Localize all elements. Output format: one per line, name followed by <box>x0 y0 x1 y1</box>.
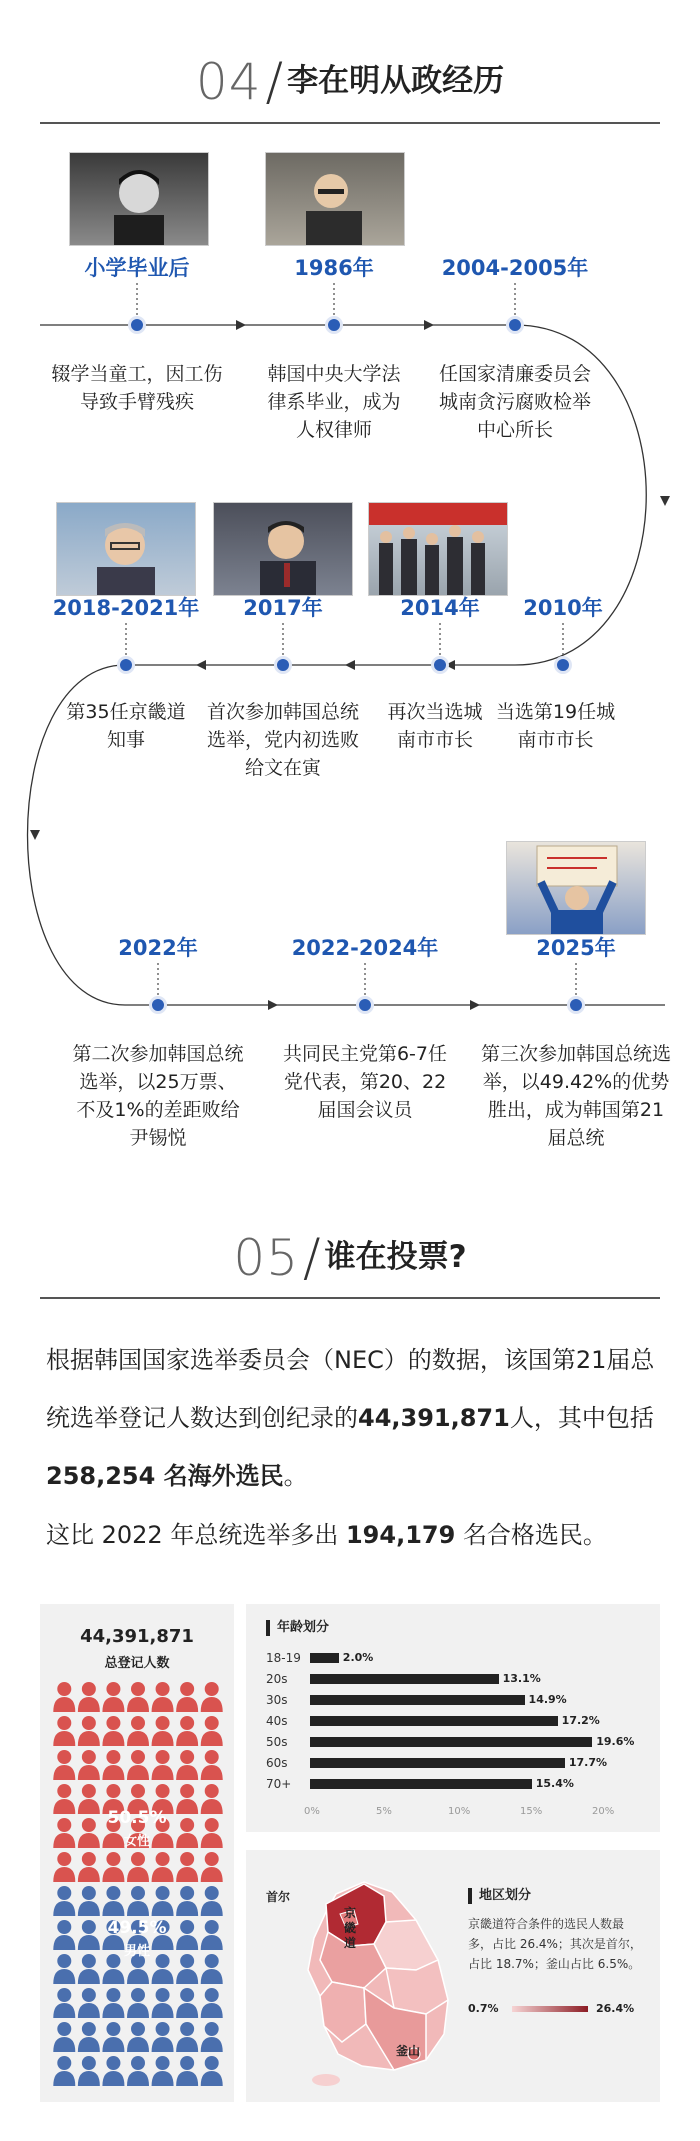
age-axis-tick: 10% <box>448 1806 471 1817</box>
photo-2018 <box>56 502 196 596</box>
timeline-desc: 当选第19任城南市市长 <box>495 701 616 751</box>
person-icon <box>53 1852 75 1882</box>
person-icon <box>176 1716 198 1746</box>
person-icon <box>102 1886 124 1916</box>
person-icon <box>152 1988 174 2018</box>
age-axis <box>246 1806 660 1820</box>
timeline-node <box>325 316 343 334</box>
person-icon <box>127 1750 149 1780</box>
person-icon <box>53 2056 75 2086</box>
total-voters-label: 总登记人数 <box>104 1656 170 1671</box>
paragraph-text: 人，其中包括 <box>509 1404 654 1432</box>
age-bar-row <box>246 1650 660 1666</box>
age-bar-value: 2.0% <box>342 1651 374 1664</box>
age-bar-row <box>246 1776 660 1792</box>
section-title: 李在明从政经历 <box>287 63 505 99</box>
age-bar-value: 19.6% <box>596 1735 635 1748</box>
age-bar <box>310 1758 565 1768</box>
person-icon <box>201 1716 223 1746</box>
timeline-node <box>149 996 167 1014</box>
age-category-label: 60s <box>266 1756 288 1770</box>
timeline-year: 2022-2024年 <box>291 936 439 960</box>
age-bar-row <box>246 1713 660 1729</box>
age-bar <box>310 1737 592 1747</box>
timeline-desc: 首次参加韩国总统选举，党内初选败给文在寅 <box>206 701 359 779</box>
paragraph-text: 根据韩国国家选举委员会（NEC）的数据，该国第21届总统选举登记人数达到创纪录的 <box>46 1346 655 1432</box>
timeline-year: 2025年 <box>536 936 616 960</box>
voter-paragraph <box>46 1331 666 1505</box>
timeline-node <box>356 996 374 1014</box>
person-icon <box>127 1852 149 1882</box>
voter-people-grid <box>52 1680 224 2088</box>
section-divider <box>40 1297 660 1299</box>
age-category-label: 50s <box>266 1735 288 1749</box>
age-bar-row <box>246 1734 660 1750</box>
timeline-year: 2017年 <box>243 596 323 620</box>
section-title: 谁在投票? <box>324 1239 467 1275</box>
person-icon <box>201 1750 223 1780</box>
female-label: 女性 <box>123 1834 150 1849</box>
photo-1986 <box>265 152 405 246</box>
region-panel <box>246 1850 660 2102</box>
timeline-node <box>567 996 585 1014</box>
person-icon <box>78 1750 100 1780</box>
timeline-desc: 辍学当童工，因工伤导致手臂残疾 <box>51 363 223 413</box>
timeline-desc: 再次当选城南市市长 <box>387 701 483 751</box>
timeline-desc: 第二次参加韩国总统选举，以25万票、不及1%的差距败给尹锡悦 <box>72 1043 244 1149</box>
person-icon <box>176 1750 198 1780</box>
person-icon <box>102 1682 124 1712</box>
region-label-gyeonggi: 京畿道 <box>344 1906 357 1950</box>
section-slash: / <box>303 1228 321 1288</box>
timeline-year: 1986年 <box>294 256 374 280</box>
korea-map <box>266 1874 466 2089</box>
photo-childhood <box>69 152 209 246</box>
person-icon <box>53 1716 75 1746</box>
age-axis-tick: 15% <box>520 1806 543 1817</box>
person-icon <box>78 2022 100 2052</box>
age-category-label: 40s <box>266 1714 288 1728</box>
region-tag: 地区划分 <box>468 1888 531 1904</box>
person-icon <box>127 1682 149 1712</box>
person-icon <box>152 2022 174 2052</box>
timeline-year: 小学毕业后 <box>84 256 190 280</box>
section-number: 04 <box>195 53 262 111</box>
voter-gender-panel <box>40 1604 234 2102</box>
person-icon <box>127 1988 149 2018</box>
timeline-node <box>128 316 146 334</box>
person-icon <box>53 1988 75 2018</box>
person-icon <box>176 2022 198 2052</box>
voter-paragraph-2 <box>46 1506 666 1564</box>
person-icon <box>201 2056 223 2086</box>
person-icon <box>201 1988 223 2018</box>
person-icon <box>78 1886 100 1916</box>
age-bar-row <box>246 1671 660 1687</box>
age-chart-tag: 年龄划分 <box>266 1620 329 1636</box>
timeline-year: 2010年 <box>523 596 603 620</box>
person-icon <box>201 1886 223 1916</box>
person-icon <box>127 2056 149 2086</box>
section-number: 05 <box>233 1229 300 1287</box>
age-bar <box>310 1716 558 1726</box>
timeline-node <box>117 656 135 674</box>
timeline-node <box>506 316 524 334</box>
age-bar-value: 17.7% <box>568 1756 608 1769</box>
paragraph-highlight: 194,179 <box>345 1521 456 1549</box>
photo-2025 <box>506 841 646 935</box>
photo-2017 <box>213 502 353 596</box>
paragraph-text: 名合格选民。 <box>462 1521 607 1549</box>
timeline-desc: 共同民主党第6-7任党代表，第20、22届国会议员 <box>282 1043 448 1121</box>
age-axis-tick: 20% <box>592 1806 615 1817</box>
female-pct: 50.5% <box>107 1808 167 1828</box>
timeline-node <box>431 656 449 674</box>
legend-min: 0.7% <box>468 2002 499 2015</box>
timeline-year: 2014年 <box>400 596 480 620</box>
person-icon <box>78 2056 100 2086</box>
person-icon <box>127 2022 149 2052</box>
region-label-busan: 釜山 <box>396 2044 421 2058</box>
age-chart-panel <box>246 1604 660 1832</box>
timeline-desc: 任国家清廉委员会城南贪污腐败检举中心所长 <box>438 363 591 441</box>
person-icon <box>78 1716 100 1746</box>
age-bar <box>310 1653 339 1663</box>
person-icon <box>152 1886 174 1916</box>
paragraph-highlight: 44,391,871 <box>358 1404 510 1432</box>
person-icon <box>102 2022 124 2052</box>
timeline-desc: 第35任京畿道知事 <box>66 701 186 751</box>
timeline-node <box>554 656 572 674</box>
person-icon <box>176 1682 198 1712</box>
person-icon <box>176 1988 198 2018</box>
person-icon <box>201 2022 223 2052</box>
person-icon <box>102 2056 124 2086</box>
age-axis-tick: 0% <box>304 1806 320 1817</box>
person-icon <box>53 1750 75 1780</box>
timeline-desc: 第三次参加韩国总统选举，以49.42%的优势胜出，成为韩国第21届总统 <box>480 1043 671 1149</box>
person-icon <box>53 2022 75 2052</box>
person-icon <box>102 1988 124 2018</box>
person-icon <box>102 1750 124 1780</box>
age-bar-chart <box>246 1650 660 1800</box>
age-bar-row <box>246 1692 660 1708</box>
person-icon <box>127 1886 149 1916</box>
age-category-label: 18-19 <box>266 1651 301 1665</box>
person-icon <box>152 1716 174 1746</box>
legend-gradient <box>512 2006 588 2012</box>
age-bar-value: 15.4% <box>535 1777 574 1790</box>
section-slash: / <box>265 52 284 112</box>
person-icon <box>53 1886 75 1916</box>
timeline-year: 2022年 <box>118 936 198 960</box>
age-category-label: 20s <box>266 1672 288 1686</box>
paragraph-highlight: 258,254 名海外选民 <box>46 1462 284 1490</box>
age-axis-tick: 5% <box>376 1806 392 1817</box>
section-05-header <box>0 1228 700 1288</box>
person-icon <box>152 2056 174 2086</box>
person-icon <box>176 2056 198 2086</box>
age-bar <box>310 1779 532 1789</box>
paragraph-text: 。 <box>283 1462 308 1490</box>
person-icon <box>78 1682 100 1712</box>
photo-2014 <box>368 502 508 596</box>
person-icon <box>102 1852 124 1882</box>
region-text: 京畿道符合条件的选民人数最多，占比 26.4%；其次是首尔，占比 18.7%；釜山占比 6.5%。 <box>468 1917 642 1971</box>
age-category-label: 30s <box>266 1693 288 1707</box>
age-bar-row <box>246 1755 660 1771</box>
timeline-year: 2018-2021年 <box>52 596 200 620</box>
age-bar <box>310 1674 499 1684</box>
person-icon <box>176 1886 198 1916</box>
region-label-seoul: 首尔 <box>266 1890 291 1904</box>
paragraph-text: 这比 2022 年总统选举多出 <box>46 1521 339 1549</box>
person-icon <box>78 1852 100 1882</box>
person-icon <box>152 1852 174 1882</box>
person-icon <box>78 1988 100 2018</box>
person-icon <box>53 1682 75 1712</box>
person-icon <box>201 1682 223 1712</box>
male-pct: 49.5% <box>107 1918 167 1938</box>
age-category-label: 70+ <box>266 1777 292 1791</box>
age-bar-value: 17.2% <box>561 1714 600 1727</box>
timeline-year: 2004-2005年 <box>441 256 589 280</box>
person-icon <box>102 1716 124 1746</box>
total-voters: 44,391,871 <box>80 1626 194 1647</box>
timeline-node <box>274 656 292 674</box>
age-bar <box>310 1695 525 1705</box>
timeline-desc: 韩国中央大学法律系毕业，成为人权律师 <box>267 363 401 441</box>
person-icon <box>152 1750 174 1780</box>
person-icon <box>176 1852 198 1882</box>
male-label: 男性 <box>123 1944 150 1959</box>
legend-max: 26.4% <box>596 2002 635 2015</box>
person-icon <box>201 1852 223 1882</box>
age-bar-value: 14.9% <box>528 1693 567 1706</box>
age-bar-value: 13.1% <box>502 1672 541 1685</box>
person-icon <box>152 1682 174 1712</box>
person-icon <box>127 1716 149 1746</box>
